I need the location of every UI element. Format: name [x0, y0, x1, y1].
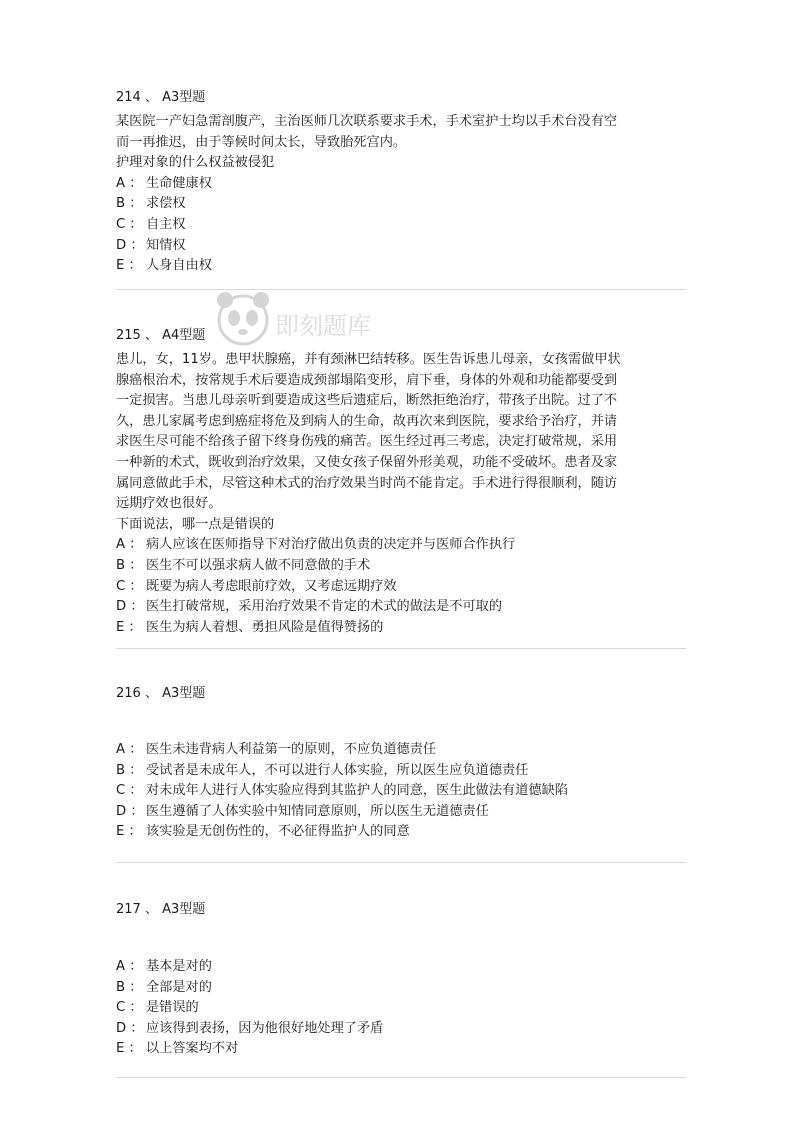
option-text: 该实验是无创伤性的，不必征得监护人的同意 [146, 824, 410, 840]
question-header: 217 、 A3型题 [116, 902, 206, 917]
option-b[interactable] [116, 194, 686, 215]
option-letter: A ： [116, 175, 143, 191]
option-d[interactable] [116, 802, 686, 823]
option-text: 医生为病人着想、勇担风险是值得赞扬的 [146, 619, 384, 635]
question-216-options [116, 740, 686, 843]
divider [116, 648, 686, 649]
divider [116, 862, 686, 863]
option-letter: E ： [116, 619, 142, 635]
option-d[interactable] [116, 1019, 686, 1040]
option-text: 病人应该在医师指导下对治疗做出负责的决定并与医师合作执行 [146, 537, 516, 553]
option-text: 对未成年人进行人体实验应得到其监护人的同意，医生此做法有道德缺陷 [146, 783, 568, 799]
option-letter: A ： [116, 959, 143, 974]
option-text: 以上答案均不对 [146, 1041, 239, 1057]
option-letter: A ： [116, 537, 143, 553]
question-stem-line: 患儿，女，11岁。患甲状腺癌，并有颈淋巴结转移。医生告诉患儿母亲，女孩需做甲状 [116, 352, 621, 367]
option-c[interactable] [116, 781, 686, 802]
option-letter: D ： [116, 1020, 144, 1036]
option-letter: C ： [116, 783, 143, 799]
option-letter: D ： [116, 237, 144, 253]
question-header: 216 、 A3型题 [116, 686, 206, 701]
option-text: 人身自由权 [146, 258, 212, 274]
option-a[interactable] [116, 174, 686, 195]
option-text: 是错误的 [146, 1000, 199, 1016]
option-b[interactable] [116, 556, 686, 577]
option-text: 医生未违背病人利益第一的原则，不应负道德责任 [146, 742, 437, 757]
question-217-options [116, 957, 686, 1060]
question-stem-line: 求医生尽可能不给孩子留下终身伤残的痛苦。医生经过再三考虑，决定打破常规，采用 [116, 434, 618, 450]
question-stem-line: 护理对象的什么权益被侵犯 [116, 155, 275, 171]
option-text: 自主权 [146, 216, 186, 232]
option-letter: C ： [116, 1000, 143, 1016]
option-text: 基本是对的 [146, 959, 212, 974]
option-e[interactable] [116, 256, 686, 277]
divider [116, 1077, 686, 1078]
question-stem-line: 一定损害。当患儿母亲听到要造成这些后遗症后，断然拒绝治疗，带孩子出院。过了不 [116, 393, 618, 409]
option-letter: D ： [116, 599, 144, 615]
option-a[interactable] [116, 957, 686, 978]
option-b[interactable] [116, 761, 686, 782]
option-letter: C ： [116, 578, 143, 594]
option-c[interactable] [116, 577, 686, 598]
question-stem-line: 下面说法，哪一点是错误的 [116, 516, 275, 532]
option-letter: E ： [116, 258, 142, 274]
option-b[interactable] [116, 978, 686, 999]
option-text: 医生不可以强求病人做不同意做的手术 [146, 557, 371, 573]
option-text: 求偿权 [146, 196, 186, 212]
question-stem-line: 一种新的术式，既收到治疗效果，又使女孩子保留外形美观，功能不受破坏。患者及家 [116, 454, 618, 470]
question-stem-line: 某医院一产妇急需剖腹产，主治医师几次联系要求手术，手术室护士均以手术台没有空 [116, 114, 618, 129]
option-text: 受试者是未成年人，不可以进行人体实验，所以医生应负道德责任 [146, 762, 529, 778]
option-letter: D ： [116, 803, 144, 819]
panda-logo-icon [215, 288, 271, 350]
question-stem-line: 腺癌根治术，按常规手术后要造成颈部塌陷变形，肩下垂，身体的外观和功能都要受到 [116, 372, 618, 388]
watermark-text: 即刻题库 [275, 312, 371, 340]
option-text: 既要为病人考虑眼前疗效，又考虑远期疗效 [146, 578, 397, 594]
option-c[interactable] [116, 998, 686, 1019]
option-text: 医生遵循了人体实验中知情同意原则，所以医生无道德责任 [146, 803, 489, 819]
option-letter: B ： [116, 979, 143, 995]
option-e[interactable] [116, 1039, 686, 1060]
option-letter: E ： [116, 1041, 142, 1057]
option-letter: E ： [116, 824, 142, 840]
question-header: 215 、 A4型题 [116, 328, 206, 343]
option-letter: B ： [116, 196, 143, 212]
option-letter: B ： [116, 557, 143, 573]
question-214 [116, 88, 686, 277]
option-d[interactable] [116, 597, 686, 618]
option-a[interactable] [116, 535, 686, 556]
question-216 [116, 684, 686, 704]
option-text: 应该得到表扬，因为他很好地处理了矛盾 [146, 1020, 384, 1036]
option-letter: A ： [116, 742, 143, 757]
question-stem-line: 远期疗效也很好。 [116, 496, 222, 512]
question-217 [116, 900, 686, 920]
option-d[interactable] [116, 236, 686, 257]
option-c[interactable] [116, 215, 686, 236]
option-text: 全部是对的 [146, 979, 212, 995]
question-header: 214 、 A3型题 [116, 90, 206, 105]
option-letter: C ： [116, 216, 143, 232]
question-stem-line: 而一再推迟，由于等候时间太长，导致胎死宫内。 [116, 134, 407, 150]
question-stem-line: 久，患儿家属考虑到癌症将危及到病人的生命，故再次来到医院，要求给予治疗，并请 [116, 413, 618, 429]
option-letter: B ： [116, 762, 143, 778]
watermark [215, 288, 415, 378]
option-e[interactable] [116, 618, 686, 639]
option-text: 医生打破常规，采用治疗效果不肯定的术式的做法是不可取的 [146, 599, 503, 615]
option-text: 生命健康权 [146, 175, 212, 191]
option-a[interactable] [116, 740, 686, 761]
option-e[interactable] [116, 822, 686, 843]
question-stem-line: 属同意做此手术，尽管这种术式的治疗效果当时尚不能肯定。手术进行得很顺利，随访 [116, 475, 618, 491]
option-text: 知情权 [146, 237, 186, 253]
